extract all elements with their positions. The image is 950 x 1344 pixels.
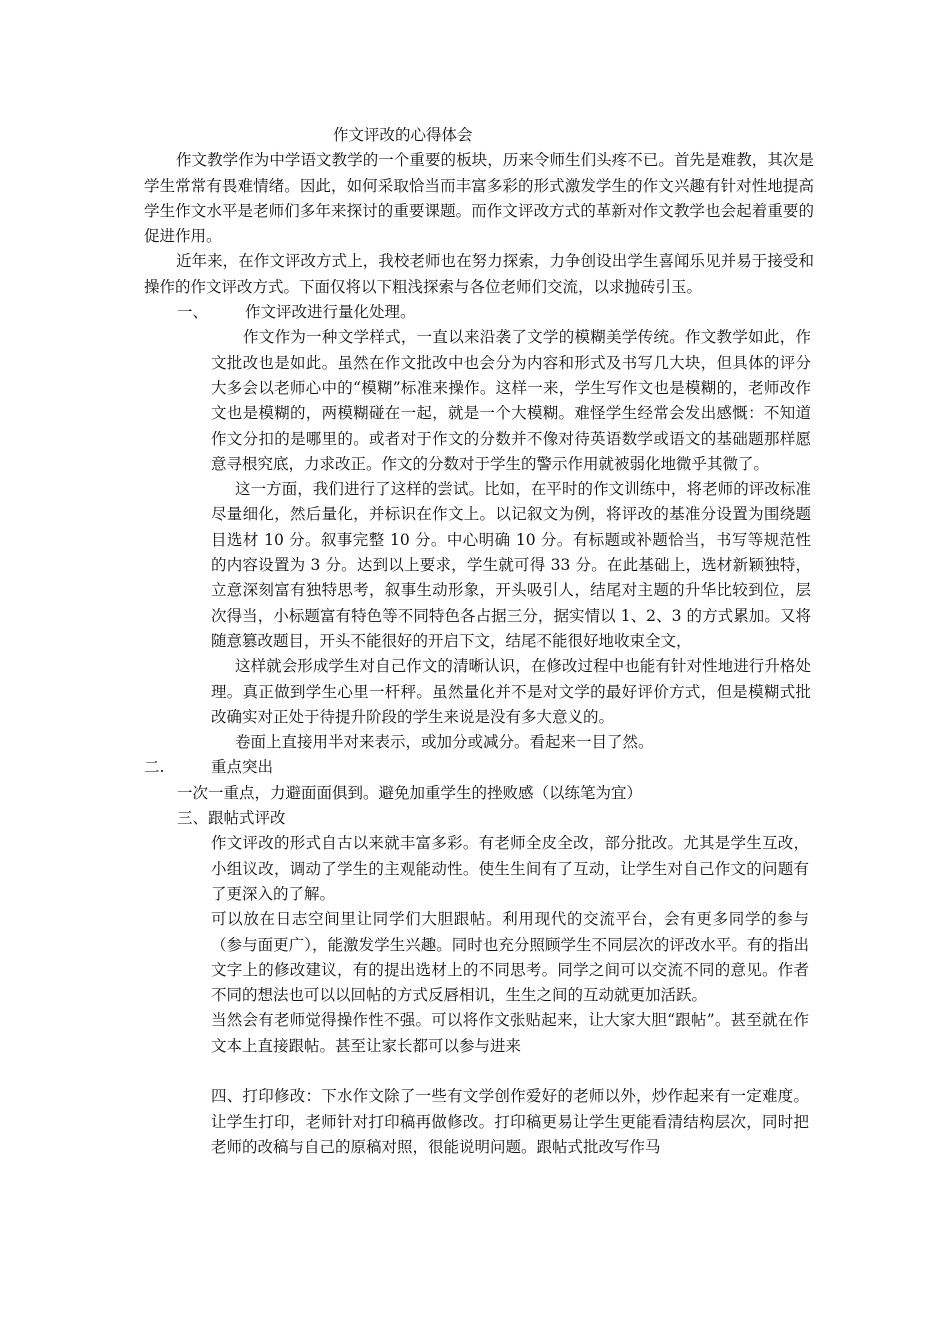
- section-4-paragraph-1: 四、打印修改：下水作文除了一些有文学创作爱好的老师以外，炒作起来有一定难度。让学生打印，老师针对打印稿再做修改。打印稿更易让学生更能看清结构层次，同时把老师的改稿与自己的原稿对照，很能说明问题。跟帖式批改写作马: [211, 1087, 809, 1156]
- document-title: 作文评改的心得体会: [333, 126, 473, 144]
- section-1-paragraph-1: 作文作为一种文学样式，一直以来沿袭了文学的模糊美学传统。作文教学如此，作文批改也是如此。虽然在作文批改中也会分为内容和形式及书写几大块，但具体的评分大多会以老师心中的“模糊”标准来操作。这样一来，学生写作文也是模糊的，老师改作文也是模糊的，两模糊碰在一起，就是一个大模糊。难怪学生经常会发出感慨：不知道作文分扣的是哪里的。或者对于作文的分数并不像对待英语数学或语文的基础题那样愿意寻根究底，力求改正。作文的分数对于学生的警示作用就被弱化地微乎其微了。: [211, 328, 811, 473]
- section-2-heading: [0, 755, 950, 780]
- blank-line: [0, 1059, 950, 1084]
- section-1-title: 作文评改进行量化处理。: [245, 303, 416, 322]
- section-1-paragraph-3: 这样就会形成学生对自己作文的清晰认识，在修改过程中也能有针对性地进行升格处理。真正做到学生心里一杆秤。虽然量化并不是对文学的最好评价方式，但是模糊式批改确实对正处于待提升阶段的学生来说是没有多大意义的。: [211, 657, 811, 726]
- section-2-paragraph-1: 一次一重点，力避面面俱到。避免加重学生的挫败感（以练笔为宜）: [177, 783, 643, 802]
- intro-paragraph-2: 近年来，在作文评改方式上，我校老师也在努力探索，力争创设出学生喜闻乐见并易于接受和操作的作文评改方式。下面仅将以下粗浅探索与各位老师们交流，以求抛砖引玉。: [144, 252, 814, 296]
- section-3-paragraph-2: 可以放在日志空间里让同学们大胆跟帖。利用现代的交流平台，会有更多同学的参与（参与面更广），能激发学生兴趣。同时也充分照顾学生不同层次的评改水平。有的指出文字上的修改建议，有的提出选材上的不同思考。同学之间可以交流不同的意见。作者不同的想法也可以以回帖的方式反唇相讥，生生之间的互动就更加活跃。: [211, 910, 809, 1005]
- section-3-paragraph-1: 作文评改的形式自古以来就丰富多彩。有老师全皮全改，部分批改。尤其是学生互改，小组议改，调动了学生的主观能动性。使生生间有了互动，让学生对自己作文的问题有了更深入的了解。: [211, 834, 809, 903]
- section-1-heading: [0, 300, 950, 325]
- section-1-paragraph-4: 卷面上直接用半对来表示，或加分或减分。看起来一目了然。: [235, 733, 654, 752]
- intro-paragraph-1: 作文教学作为中学语文教学的一个重要的板块，历来令师生们头疼不已。首先是难教，其次是学生常常有畏难情绪。因此，如何采取恰当而丰富多彩的形式激发学生的作文兴趣有针对性地提高学生作文水平是老师们多年来探讨的重要课题。而作文评改方式的革新对作文教学也会起着重要的促进作用。: [144, 151, 814, 246]
- section-2-title: 重点突出: [211, 758, 274, 777]
- section-1-paragraph-2: 这一方面，我们进行了这样的尝试。比如，在平时的作文训练中，将老师的评改标准尽量细化，然后量化，并标识在作文上。以记叙文为例，将评改的基准分设置为围绕题目选材 10 分。叙事完整 10 分。中心明确 10 分。有标题或补题恰当，书写等规范性的内容设置为 3 分。达到以上要求，学生就可得 33 分。在此基础上，选材新颖独特，立意深刻富有独特思考，叙事生动形象，开头吸引人，结尾对主题的升华比较到位，层次得当，小标题富有特色等不同特色各占据三分，据实情以 1、2、3 的方式累加。又将随意篡改题目，开头不能很好的开启下文，结尾不能很好地收束全文，: [211, 480, 811, 650]
- document-body: [0, 123, 950, 1160]
- section-2-number: 二.: [144, 758, 165, 777]
- section-3-heading: 三、跟帖式评改: [177, 809, 286, 828]
- section-1-number: 一、: [177, 303, 209, 322]
- section-3-paragraph-3: 当然会有老师觉得操作性不强。可以将作文张贴起来，让大家大胆“跟帖”。甚至就在作文本上直接跟帖。甚至让家长都可以参与进来: [211, 1011, 809, 1055]
